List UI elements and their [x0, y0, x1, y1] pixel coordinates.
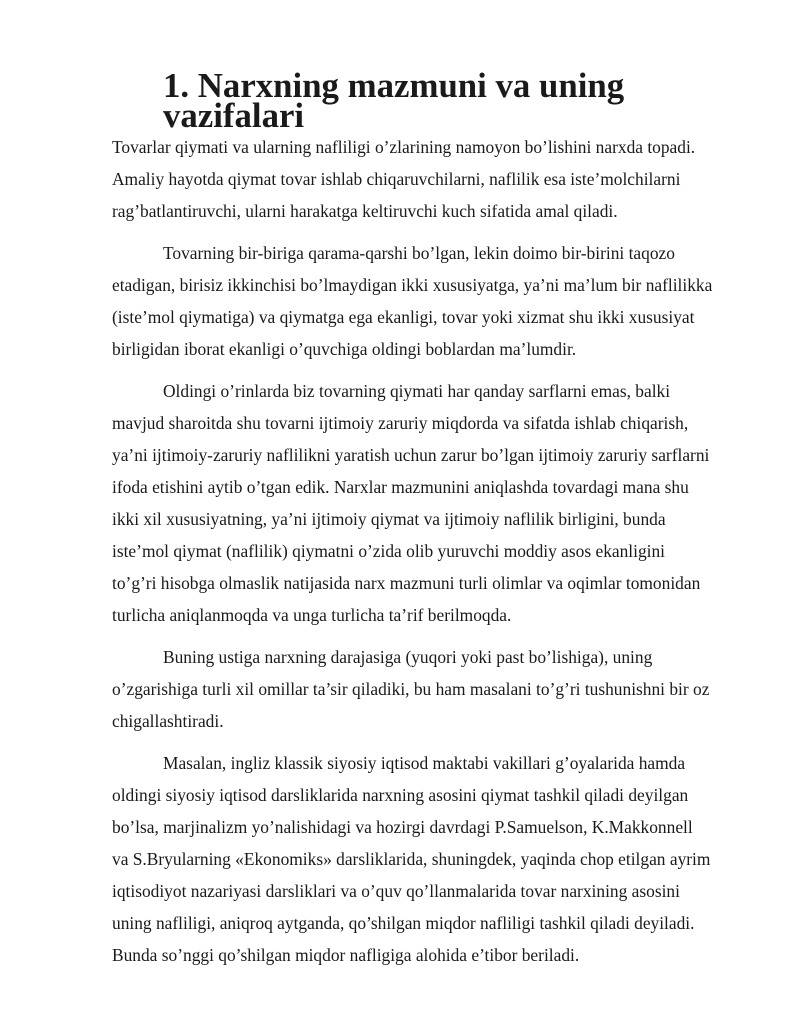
paragraph-line: Buning ustiga narxning darajasiga (yuqori yoki past bo’lishiga), uning [163, 647, 653, 667]
paragraph-line: rag’batlantiruvchi, ularni harakatga keltiruvchi kuch sifatida amal qiladi. [112, 201, 618, 221]
paragraph-line: birligidan iborat ekanligi o’quvchiga oldingi boblardan ma’lumdir. [112, 339, 577, 359]
paragraph-line: ifoda etishini aytib o’tgan edik. Narxlar mazmunini aniqlashda tovardagi mana shu [112, 477, 689, 497]
paragraph-3 [112, 375, 748, 631]
paragraph-line: Tovarlar qiymati va ularning nafliligi o’zlarining namoyon bo’lishini narxda topadi. [112, 137, 696, 157]
paragraph-line: iqtisodiyot nazariyasi darsliklari va o’quv qo’llanmalarida tovar narxining asosini [112, 881, 680, 901]
paragraph-line: oldingi siyosiy iqtisod darsliklarida narxning asosini qiymat tashkil qiladi deyilgan [112, 785, 689, 805]
document-page [112, 66, 748, 981]
paragraph-line: mavjud sharoitda shu tovarni ijtimoiy zaruriy miqdorda va sifatda ishlab chiqarish, [112, 413, 689, 433]
paragraph-line: chigallashtiradi. [112, 711, 224, 731]
paragraph-line: Bunda so’nggi qo’shilgan miqdor nafligiga alohida e’tibor beriladi. [112, 945, 580, 965]
paragraph-line: ya’ni ijtimoiy-zaruriy naflilikni yaratish uchun zarur bo’lgan ijtimoiy zaruriy sarflarni [112, 445, 710, 465]
paragraph-2 [112, 237, 748, 365]
paragraph-line: turlicha aniqlanmoqda va unga turlicha ta’rif berilmoqda. [112, 605, 512, 625]
paragraph-line: Amaliy hayotda qiymat tovar ishlab chiqaruvchilarni, naflilik esa iste’molchilarni [112, 169, 681, 189]
paragraph-line: bo’lsa, marjinalizm yo’nalishidagi va hozirgi davrdagi P.Samuelson, K.Makkonnell [112, 817, 693, 837]
paragraph-line: va S.Bryularning «Ekonomiks» darsliklarida, shuningdek, yaqinda chop etilgan ayrim [112, 849, 711, 869]
paragraph-line: uning nafliligi, aniqroq aytganda, qo’shilgan miqdor nafliligi tashkil qiladi deyiladi. [112, 913, 695, 933]
paragraph-line: Masalan, ingliz klassik siyosiy iqtisod maktabi vakillari g’oyalarida hamda [163, 753, 686, 773]
paragraph-1 [112, 131, 748, 227]
paragraph-line: o’zgarishiga turli xil omillar ta’sir qiladiki, bu ham masalani to’g’ri tushunishni bir oz [112, 679, 710, 699]
paragraph-line: ikki xil xususiyatning, ya’ni ijtimoiy qiymat va ijtimoiy naflilik birligini, bunda [112, 509, 666, 529]
paragraph-4 [112, 641, 748, 737]
paragraph-line: to’g’ri hisobga olmaslik natijasida narx mazmuni turli olimlar va oqimlar tomonidan [112, 573, 701, 593]
paragraph-line: Oldingi o’rinlarda biz tovarning qiymati har qanday sarflarni emas, balki [163, 381, 671, 401]
paragraph-line: Tovarning bir-biriga qarama-qarshi bo’lgan, lekin doimo bir-birini taqozo [163, 243, 675, 263]
section-heading: 1. Narxning mazmuni va uning vazifalari [163, 66, 625, 135]
paragraph-5 [112, 747, 748, 971]
paragraph-line: (iste’mol qiymatiga) va qiymatga ega ekanligi, tovar yoki xizmat shu ikki xususiyat [112, 307, 695, 327]
paragraph-line: iste’mol qiymat (naflilik) qiymatni o’zida olib yuruvchi moddiy asos ekanligini [112, 541, 666, 561]
paragraph-line: etadigan, birisiz ikkinchisi bo’lmaydigan ikki xususiyatga, ya’ni ma’lum bir naflilikka [112, 275, 713, 295]
